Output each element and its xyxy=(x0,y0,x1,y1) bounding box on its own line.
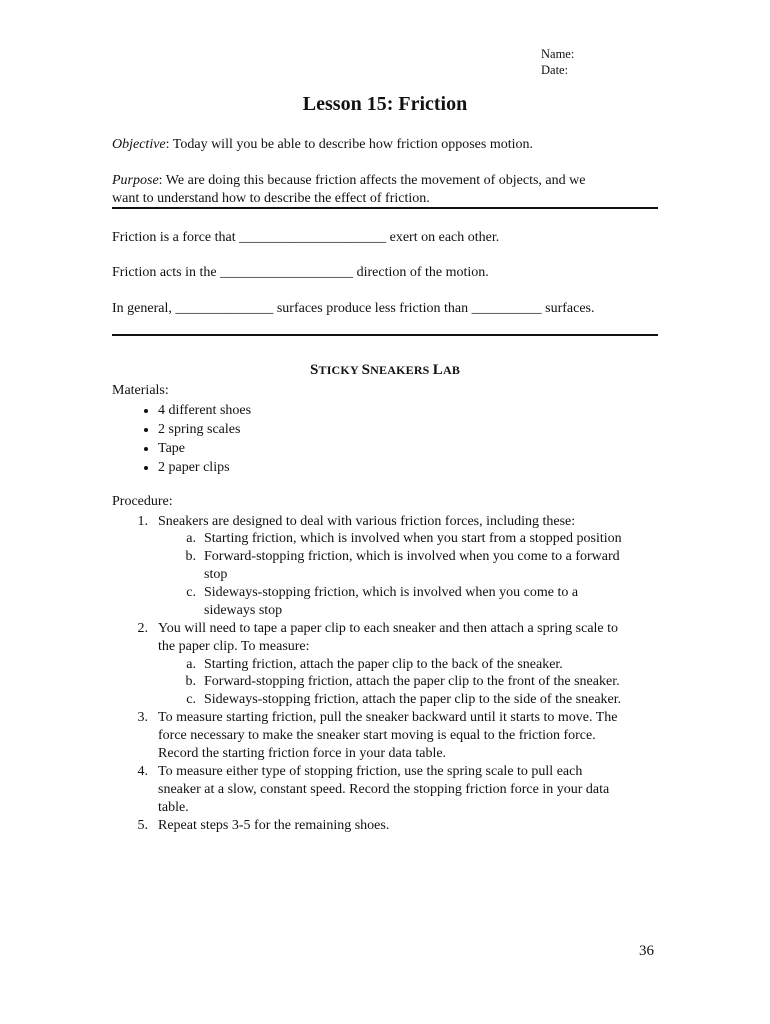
substep-letter: a. xyxy=(186,531,196,546)
step-line: Repeat steps 3-5 for the remaining shoes. xyxy=(158,818,390,833)
step-line: sneaker at a slow, constant speed. Record the stopping friction force in your data xyxy=(158,782,610,797)
lab-title-sc-ticky: TICKY xyxy=(318,363,362,377)
purpose-line-2: want to understand how to describe the effect of friction. xyxy=(112,191,430,206)
lab-title-sc-ab: AB xyxy=(442,363,461,377)
substep-line: Starting friction, attach the paper clip to the back of the sneaker. xyxy=(204,657,563,672)
step-number: 4. xyxy=(137,764,148,779)
step-number: 2. xyxy=(137,621,148,636)
step-line: Record the starting friction force in your data table. xyxy=(158,746,447,761)
step-number: 1. xyxy=(137,514,148,529)
lab-title-cap-s2: S xyxy=(361,362,371,378)
list-item: • 2 spring scales xyxy=(158,420,251,439)
fill-in-line-3: In general, ______________ surfaces produce less friction than __________ surfaces. xyxy=(112,301,595,316)
page-number: 36 xyxy=(639,943,654,959)
objective-line xyxy=(112,136,533,153)
fill-in-line-1: Friction is a force that _____________________ exert on each other. xyxy=(112,230,500,245)
substep-letter: a. xyxy=(186,657,196,672)
substep-line: Sideways-stopping friction, which is involved when you come to a xyxy=(204,585,579,600)
substep-letter: b. xyxy=(185,674,196,689)
purpose-text: : We are doing this because friction affects the movement of objects, and we xyxy=(158,173,586,188)
page-title: Lesson 15: Friction xyxy=(302,93,468,115)
substep-line: Sideways-stopping friction, attach the paper clip to the side of the sneaker. xyxy=(204,692,622,707)
name-label: Name: xyxy=(541,47,575,61)
objective-label: Objective xyxy=(112,137,166,152)
fill-in-line-2: Friction acts in the ___________________ direction of the motion. xyxy=(112,265,489,280)
section-divider-bottom xyxy=(112,334,658,336)
step-line: To measure either type of stopping friction, use the spring scale to pull each xyxy=(158,764,583,779)
section-divider-top xyxy=(112,207,658,209)
lab-title-sc-neakers: NEAKERS xyxy=(370,363,433,377)
lab-title-cap-s: S xyxy=(309,362,319,378)
substep-letter: b. xyxy=(185,549,196,564)
substep-line: Forward-stopping friction, which is involved when you come to a forward xyxy=(204,549,620,564)
step-line: force necessary to make the sneaker start moving is equal to the friction force. xyxy=(158,728,596,743)
substep-letter: c. xyxy=(186,692,196,707)
substep-line: sideways stop xyxy=(204,603,283,618)
step-line: You will need to tape a paper clip to each sneaker and then attach a spring scale to xyxy=(158,621,619,636)
date-label: Date: xyxy=(541,63,569,77)
step-line: To measure starting friction, pull the sneaker backward until it starts to move. The xyxy=(158,710,618,725)
lab-title xyxy=(0,362,770,379)
procedure-label: Procedure: xyxy=(112,494,173,509)
step-line: the paper clip. To measure: xyxy=(158,639,310,654)
purpose-label: Purpose xyxy=(112,173,159,188)
objective-text: : Today will you be able to describe how friction opposes motion. xyxy=(165,137,534,152)
substep-line: Starting friction, which is involved when you start from a stopped position xyxy=(204,531,622,546)
materials-list xyxy=(130,401,251,477)
step-number: 3. xyxy=(137,710,148,725)
purpose-line-1 xyxy=(112,172,585,189)
substep-line: stop xyxy=(204,567,228,582)
name-date-block xyxy=(541,46,574,78)
substep-letter: c. xyxy=(186,585,196,600)
materials-label: Materials: xyxy=(112,383,169,398)
step-line: Sneakers are designed to deal with various friction forces, including these: xyxy=(158,514,576,529)
step-line: table. xyxy=(158,800,189,815)
substep-line: Forward-stopping friction, attach the paper clip to the front of the sneaker. xyxy=(204,674,620,689)
list-item: • 4 different shoes xyxy=(158,401,251,420)
list-item: • Tape xyxy=(158,439,251,458)
list-item: • 2 paper clips xyxy=(158,458,251,477)
lab-title-cap-l: L xyxy=(432,362,443,378)
step-number: 5. xyxy=(137,818,148,833)
